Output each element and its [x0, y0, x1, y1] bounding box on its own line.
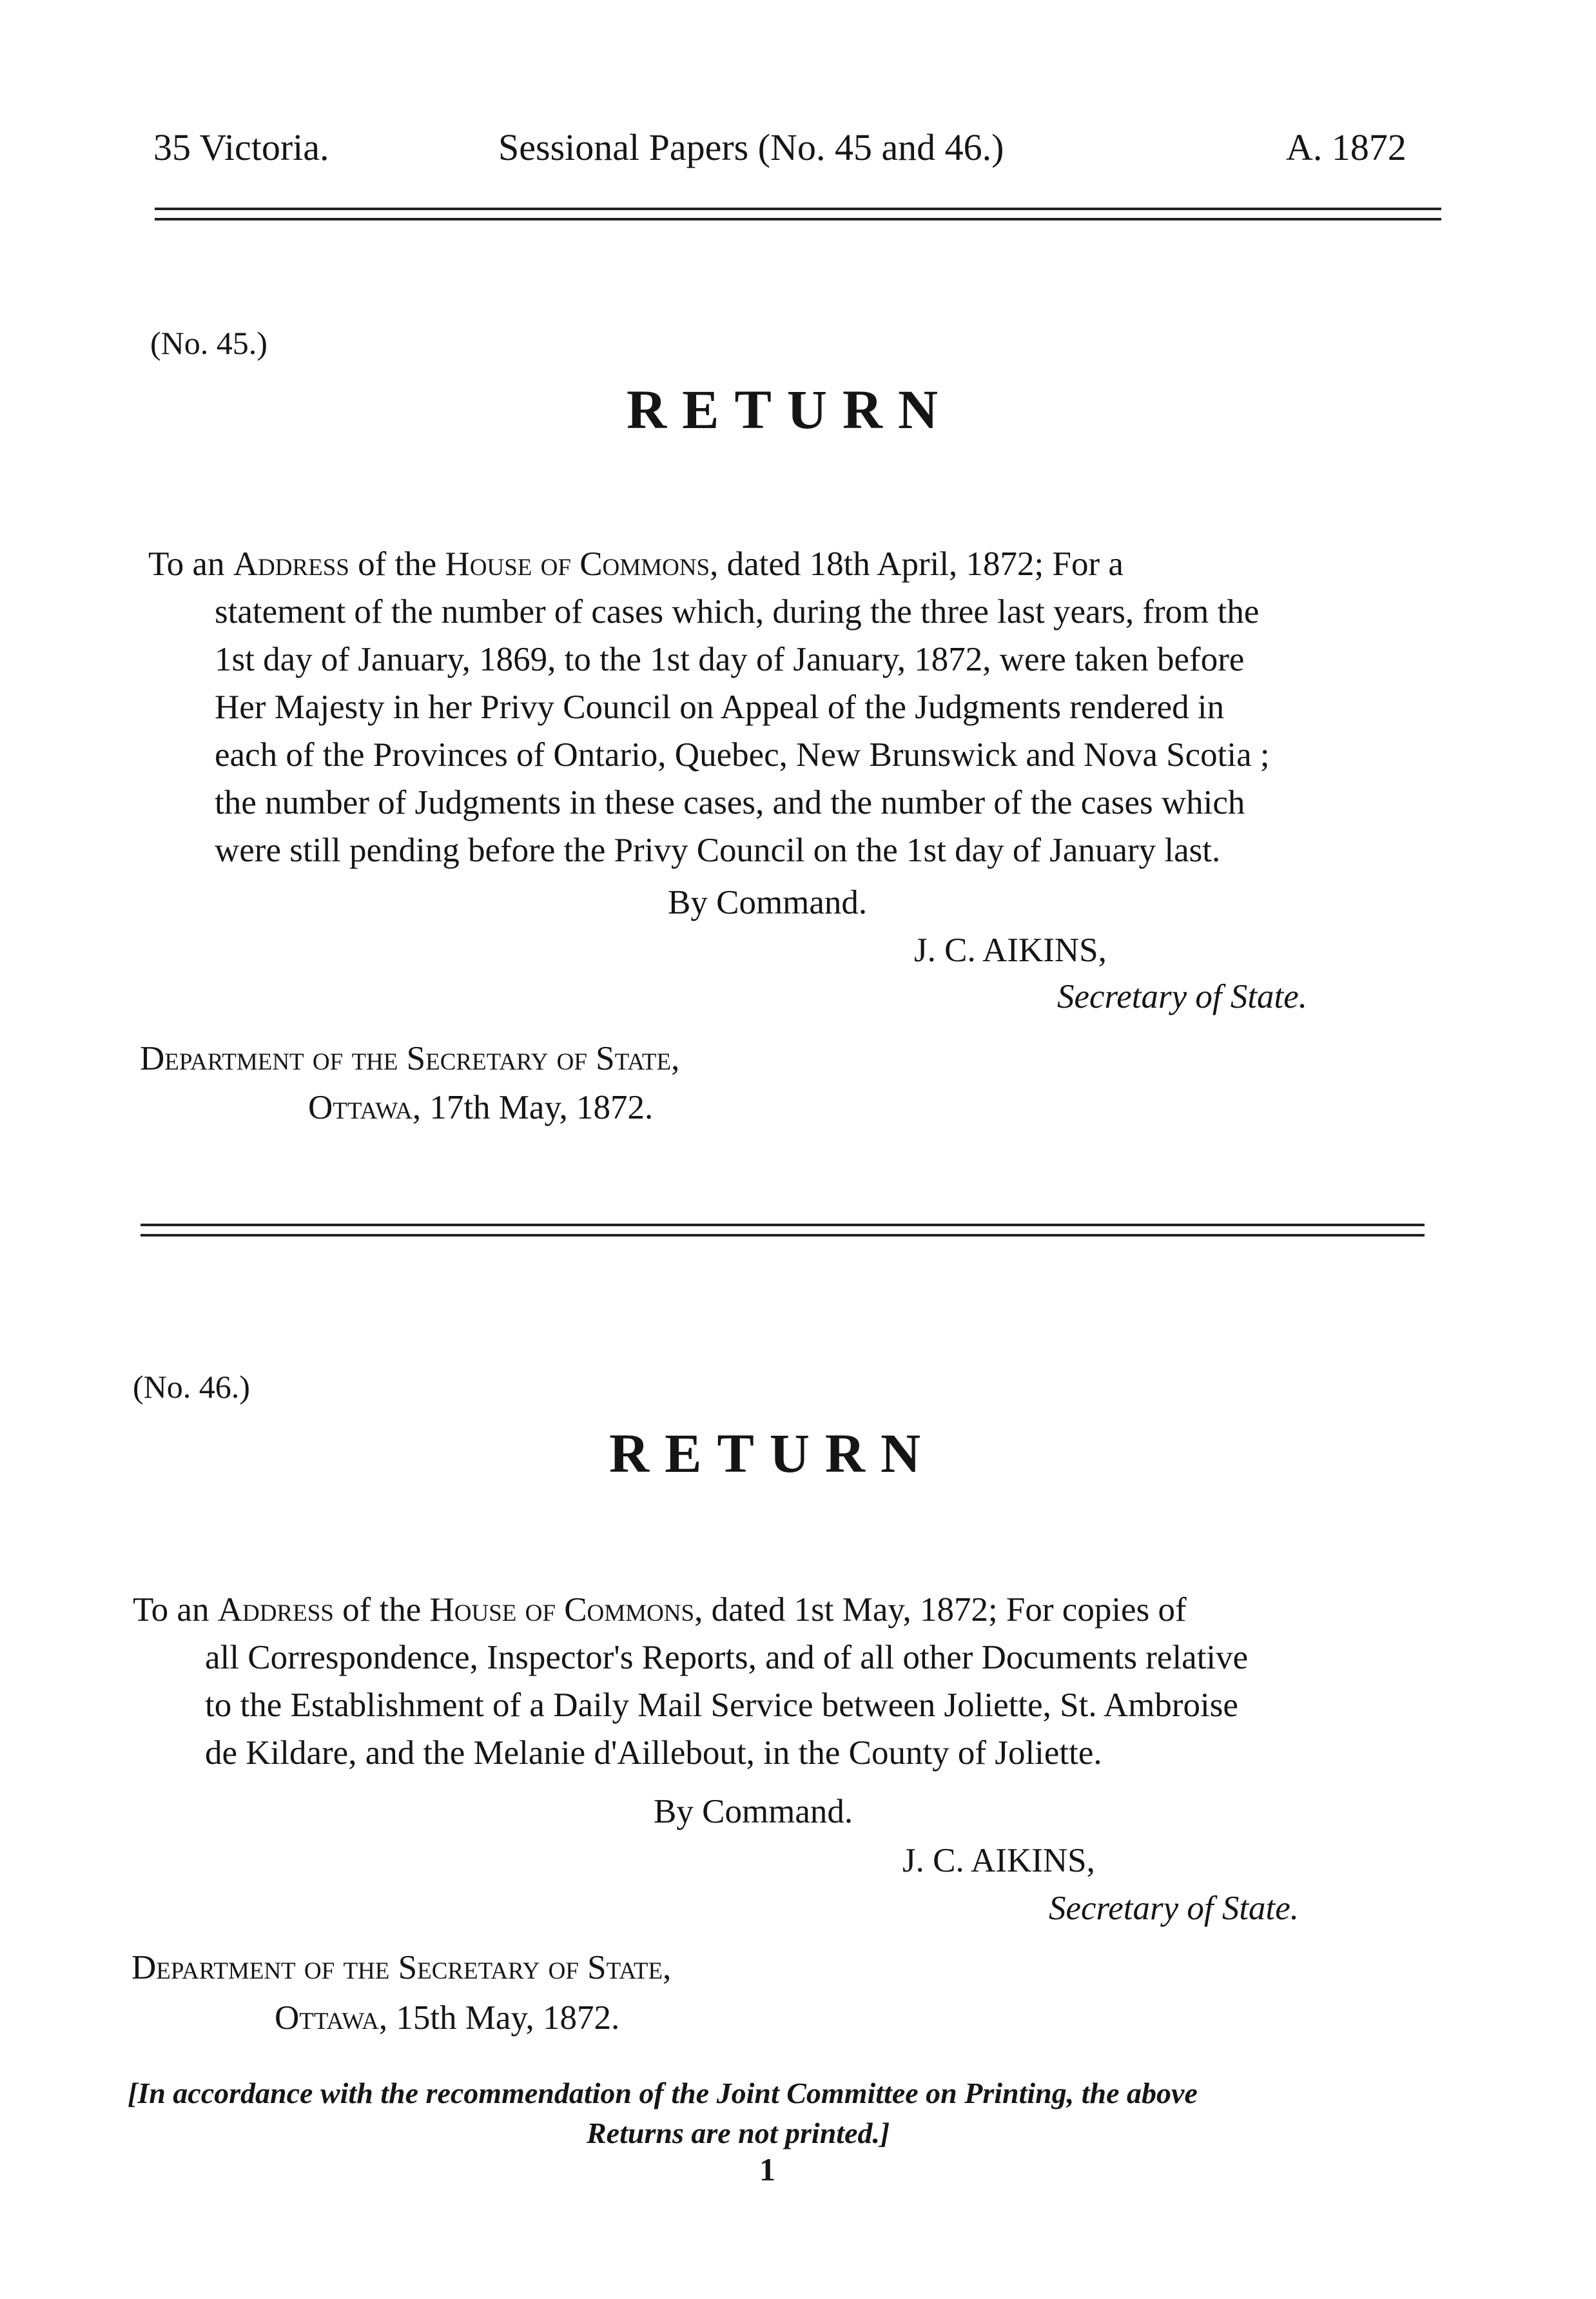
return-45-signatory: J. C. AIKINS, — [914, 932, 1107, 969]
return-46-title: RETURN — [609, 1422, 937, 1484]
return-45-number: (No. 45.) — [150, 325, 268, 361]
return-45-line-7: were still pending before the Privy Council on the 1st day of January last. — [215, 832, 1221, 869]
return-46-department: Department of the Secretary of State, — [131, 1949, 672, 1986]
footnote-line-1: [In accordance with the recommendation of the Joint Committee on Printing, the above — [128, 2077, 1198, 2109]
separator-rule-bottom — [141, 1234, 1425, 1237]
return-46-line-2: all Correspondence, Inspector's Reports, and of all other Documents relative — [205, 1639, 1249, 1676]
header-rule-bottom — [155, 218, 1441, 220]
page-number: 1 — [759, 2151, 775, 2187]
return-46-line-4: de Kildare, and the Melanie d'Aillebout, in the County of Joliette. — [205, 1734, 1102, 1772]
return-45-signatory-title: Secretary of State. — [1057, 978, 1308, 1015]
return-46-line-1: To an Address of the House of Commons, dated 1st May, 1872; For copies of — [133, 1591, 1187, 1629]
return-45-department: Department of the Secretary of State, — [140, 1040, 680, 1077]
return-45-line-5: each of the Provinces of Ontario, Quebec, New Brunswick and Nova Scotia ; — [215, 736, 1270, 774]
return-45-line-1: To an Address of the House of Commons, dated 18th April, 1872; For a — [148, 545, 1124, 583]
header-rule-top — [155, 208, 1441, 210]
return-46-by-command: By Command. — [654, 1793, 853, 1830]
return-45-place-date: Ottawa, 17th May, 1872. — [308, 1089, 654, 1126]
return-45-line-4: Her Majesty in her Privy Council on Appeal of the Judgments rendered in — [215, 689, 1225, 726]
header-session: 35 Victoria. — [153, 126, 329, 168]
return-46-place-date: Ottawa, 15th May, 1872. — [275, 1999, 620, 2037]
footnote-line-2: Returns are not printed.] — [587, 2117, 890, 2149]
return-45-line-2: statement of the number of cases which, during the three last years, from the — [215, 593, 1260, 631]
return-45-line-3: 1st day of January, 1869, to the 1st day of January, 1872, were taken before — [215, 641, 1245, 678]
return-45-title: RETURN — [627, 378, 954, 440]
return-46-signatory: J. C. AIKINS, — [902, 1842, 1095, 1879]
return-46-number: (No. 46.) — [133, 1369, 250, 1405]
return-45-line-6: the number of Judgments in these cases, and the number of the cases which — [215, 784, 1245, 821]
separator-rule-top — [141, 1224, 1425, 1226]
header-year: A. 1872 — [1286, 126, 1406, 168]
header-sessional-papers: Sessional Papers (No. 45 and 46.) — [498, 126, 1004, 168]
return-45-by-command: By Command. — [668, 884, 868, 921]
return-46-signatory-title: Secretary of State. — [1049, 1890, 1299, 1927]
return-46-line-3: to the Establishment of a Daily Mail Service between Joliette, St. Ambroise — [205, 1687, 1238, 1724]
